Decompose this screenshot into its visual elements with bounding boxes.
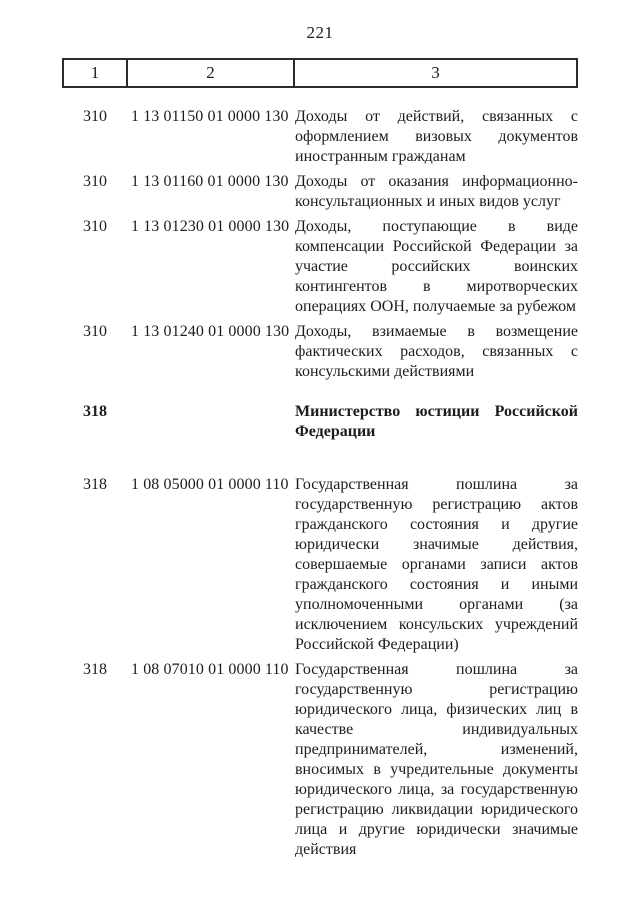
administrator-code: 310 — [83, 218, 107, 235]
column-header-2: 2 — [128, 60, 295, 86]
administrator-code: 310 — [83, 323, 107, 340]
column-header-1: 1 — [64, 60, 128, 86]
budget-classification-code: 1 13 01160 01 0000 130 — [131, 173, 289, 190]
table-row — [62, 660, 578, 860]
budget-classification-code: 1 13 01240 01 0000 130 — [131, 323, 290, 340]
administrator-code: 310 — [83, 173, 107, 190]
page-number: 221 — [306, 23, 334, 42]
column-header-3: 3 — [431, 63, 440, 82]
agency-name: Министерство юстиции Российской Федерации — [295, 403, 578, 440]
revenue-name: Доходы, взимаемые в возмещение фактических расходов, связанных с консульскими действиями — [295, 323, 578, 380]
table-row — [62, 217, 578, 317]
administrator-code: 310 — [83, 108, 107, 125]
budget-classification-code: 1 08 05000 01 0000 110 — [131, 476, 289, 493]
revenue-name: Государственная пошлина за государственную регистрацию юридического лица, физических лиц в качестве индивидуальных предпринимателей, изменений, вносимых в учредительные документы юридического лица, за государственную регистрацию ликвидации юридического лица и другие юридически значимые действия — [295, 661, 578, 858]
table-row — [62, 322, 578, 382]
table-row-section-header — [62, 402, 578, 442]
budget-classification-code: 1 08 07010 01 0000 110 — [131, 661, 289, 678]
revenue-name: Доходы от оказания информационно-консультационных и иных видов услуг — [295, 173, 578, 210]
revenue-name: Государственная пошлина за государственную регистрацию актов гражданского состояния и другие юридически значимые действия, совершаемые органами записи актов гражданского состояния и иными уполномоченными органами (за исключением консульских учреждений Российской Федерации) — [295, 476, 578, 653]
table-row — [62, 475, 578, 655]
administrator-code: 318 — [83, 476, 107, 493]
budget-classification-code: 1 13 01230 01 0000 130 — [131, 218, 290, 235]
revenue-name: Доходы, поступающие в виде компенсации Российской Федерации за участие российских воинских контингентов в миротворческих операциях ООН, получаемые за рубежом — [295, 218, 578, 315]
table-body — [62, 107, 578, 865]
administrator-code: 318 — [83, 403, 107, 420]
table-row — [62, 172, 578, 212]
table-column-header — [62, 58, 578, 88]
revenue-name: Доходы от действий, связанных с оформлением визовых документов иностранным гражданам — [295, 108, 578, 165]
budget-classification-code — [128, 402, 295, 442]
administrator-code: 318 — [83, 661, 107, 678]
table-row — [62, 107, 578, 167]
budget-classification-code: 1 13 01150 01 0000 130 — [131, 108, 289, 125]
